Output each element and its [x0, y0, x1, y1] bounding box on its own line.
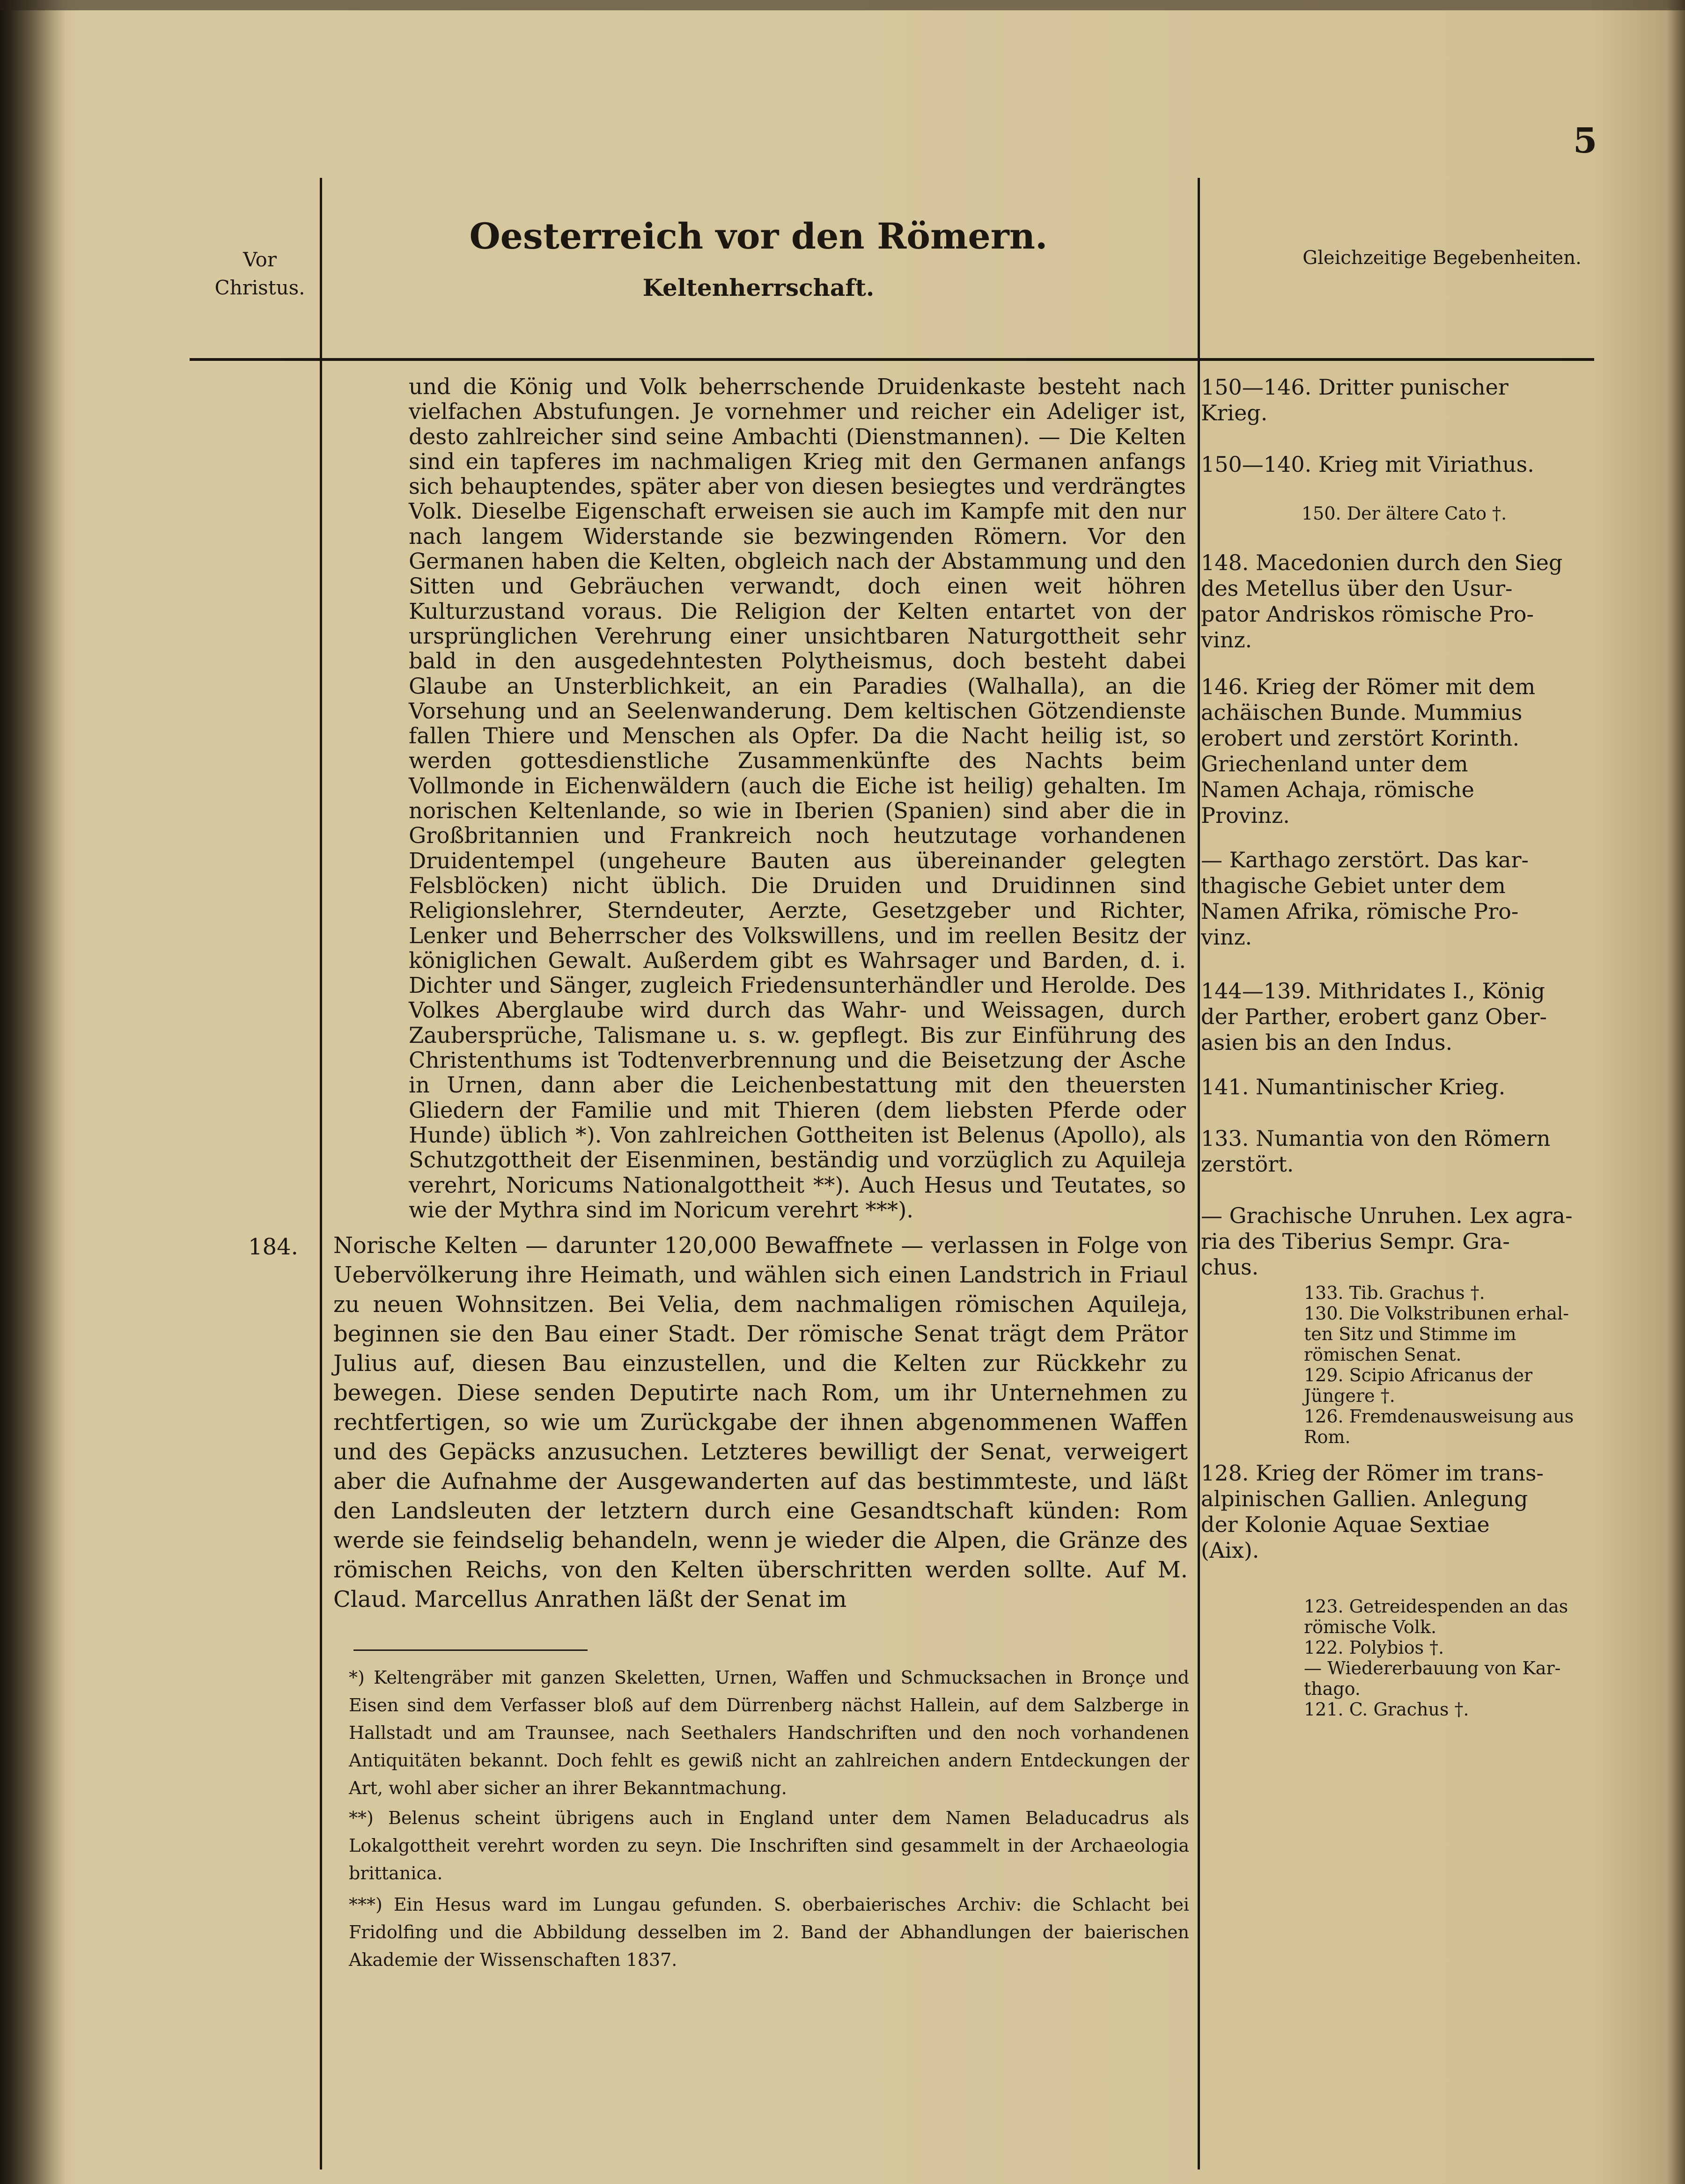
event-entry: — Karthago zerstört. Das kar- thagische Gebiet unter dem Namen Afrika, römische Pro- vinz. — [1201, 847, 1529, 950]
event-subentry: 133. Tib. Grachus †. 130. Die Volkstribunen erhal- ten Sitz und Stimme im römischen Senat. 129. Scipio Africanus der Jüngere †. 126. Fremdenausweisung aus Rom. — [1304, 1283, 1574, 1447]
entry-year: 184. — [248, 1234, 298, 1260]
event-entry: 150—140. Krieg mit Viriathus. — [1201, 452, 1534, 477]
footnote-rule — [353, 1649, 588, 1651]
event-entry: 133. Numantia von den Römern zerstört. — [1201, 1126, 1551, 1177]
event-entry: 146. Krieg der Römer mit dem achäischen Bunde. Mummius erobert und zerstört Korinth. Griechenland unter dem Namen Achaja, römische Provinz. — [1201, 674, 1536, 828]
footnote: *) Keltengräber mit ganzen Skeletten, Urnen, Waffen und Schmucksachen in Bronçe und Eisen sind dem Verfasser bloß auf dem Dürrenberg nächst Hallein, auf dem Salzberge in Hallstadt und am Traunsee, nach Seethalers Handschriften und den noch vorhandenen Antiquitäten bekannt. Doch fehlt es gewiß nicht an zahlreichen andern Entdeckungen der Art, wohl aber sicher an ihrer Bekanntmachung. — [349, 1667, 1189, 1798]
header-rule — [190, 358, 1594, 361]
event-entry: 144—139. Mithridates I., König der Parther, erobert ganz Ober- asien bis an den Indus. — [1201, 978, 1547, 1055]
year-column-header: Vor Christus. — [214, 248, 305, 299]
page-number: 5 — [1573, 121, 1597, 161]
event-entry: — Grachische Unruhen. Lex agra- ria des Tiberius Sempr. Gra- chus. — [1201, 1203, 1573, 1280]
intro-paragraph: und die König und Volk beherrschende Druidenkaste besteht nach vielfachen Abstufungen. Je vornehmer und reicher ein Adeliger ist, desto zahlreicher sind seine Ambachti (Dienstmannen). — Die Kelten sind ein tapferes im nachmaligen Krieg mit den Germanen anfangs sich behauptendes, später aber von diesen besiegtes und verdrängtes Volk. Dieselbe Eigenschaft erweisen sie auch im Kampfe mit den nur nach langem Widerstande sie bezwingenden Römern. Vor den Germanen haben die Kelten, obgleich nach der Abstammung und den Sitten und Gebräuchen verwandt, doch einen weit höhren Kulturzustand voraus. Die Religion der Kelten entartet von der ursprünglichen Verehrung einer unsichtbaren Naturgottheit sehr bald in den ausgedehntesten Polytheismus, doch besteht dabei Glaube an Unsterblichkeit, an ein Paradies (Walhalla), an die Vorsehung und an Seelenwanderung. Dem keltischen Götzendienste fallen Thiere und Menschen als Opfer. Da die Nacht heilig ist, so werden gottesdienstliche Zusammenkünfte des Nachts beim Vollmonde in Eichenwäldern (auch die Eiche ist heilig) gehalten. Im norischen Keltenlande, so wie in Iberien (Spanien) sind aber die in Großbritannien und Frankreich noch heutzutage vorhandenen Druidentempel (ungeheure Bauten aus übereinander gelegten Felsblöcken) nicht üblich. Die Druiden und Druidinnen sind Religionslehrer, Sterndeuter, Aerzte, Gesetzgeber und Richter, Lenker und Beherrscher des Volkswillens, und im reellen Besitz der königlichen Gewalt. Außerdem gibt es Wahrsager und Barden, d. i. Dichter und Sänger, zugleich Friedensunterhändler und Herolde. Des Volkes Aberglaube wird durch das Wahr- und Weissagen, durch Zaubersprüche, Talismane u. s. w. gepflegt. Bis zur Einführung des Christenthums ist Todtenverbrennung und die Beisetzung der Asche in Urnen, dann aber die Leichenbestattung mit den theuersten Gliedern der Familie und mit Thieren (dem liebsten Pferde oder Hunde) üblich *). Von zahlreichen Gottheiten ist Belenus (Apollo), als Schutzgottheit der Eisenminen, beständig und vorzüglich zu Aquileja verehrt, Noricums Nationalgottheit **). Auch Hesus und Teutates, so wie der Mythra sind im Noricum verehrt ***). — [409, 374, 1186, 1223]
divider-events-column — [1198, 178, 1200, 2169]
event-entry: 128. Krieg der Römer im trans- alpinischen Gallien. Anlegung der Kolonie Aquae Sextiae (Aix). — [1201, 1460, 1544, 1563]
page-subtitle: Keltenherrschaft. — [642, 274, 875, 301]
page-top-edge — [0, 0, 1685, 10]
footnote: **) Belenus scheint übrigens auch in England unter dem Namen Beladucadrus als Lokalgottheit verehrt worden zu seyn. Die Inschriften sind gesammelt in der Archaeologia brittanica. — [349, 1808, 1189, 1884]
event-entry: 150—146. Dritter punischer Krieg. — [1201, 374, 1508, 425]
entry-paragraph: Norische Kelten — darunter 120,000 Bewaffnete — verlassen in Folge von Uebervölkerung ihre Heimath, und wählen sich einen Landstrich in Friaul zu neuen Wohnsitzen. Bei Velia, dem nachmaligen römischen Aquileja, beginnen sie den Bau einer Stadt. Der römische Senat trägt dem Prätor Julius auf, diesen Bau einzustellen, und die Kelten zur Rückkehr zu bewegen. Diese senden Deputirte nach Rom, um ihr Unternehmen zu rechtfertigen, so wie um Zurückgabe der ihnen abgenommenen Waffen und des Gepäcks anzusuchen. Letzteres bewilligt der Senat, verweigert aber die Aufnahme der Ausgewanderten auf das bestimmteste, und läßt den Landsleuten der letztern durch eine Gesandtschaft künden: Rom werde sie feindselig behandeln, wenn je wieder die Alpen, die Gränze des römischen Reichs, von den Kelten überschritten werden sollte. Auf M. Claud. Marcellus Anrathen läßt der Senat im — [333, 1232, 1188, 1612]
page-title: Oesterreich vor den Römern. — [469, 215, 1048, 257]
events-column-header: Gleichzeitige Begebenheiten. — [1302, 247, 1582, 269]
event-subentry: 150. Der ältere Cato †. — [1302, 503, 1507, 524]
event-entry: 148. Macedonien durch den Sieg des Metellus über den Usur- pator Andriskos römische Pro- vinz. — [1201, 550, 1563, 652]
event-subentry: 123. Getreidespenden an das römische Volk. 122. Polybios †. — Wiedererbauung von Kar- thago. 121. C. Grachus †. — [1304, 1596, 1568, 1720]
footnote: ***) Ein Hesus ward im Lungau gefunden. S. oberbaierisches Archiv: die Schlacht bei Fridolfing und die Abbildung desselben im 2. Band der Abhandlungen der baierischen Akademie der Wissenschaften 1837. — [349, 1894, 1189, 1970]
event-entry: 141. Numantinischer Krieg. — [1201, 1074, 1506, 1099]
gutter-shadow — [0, 0, 66, 2184]
divider-year-column — [320, 178, 322, 2169]
